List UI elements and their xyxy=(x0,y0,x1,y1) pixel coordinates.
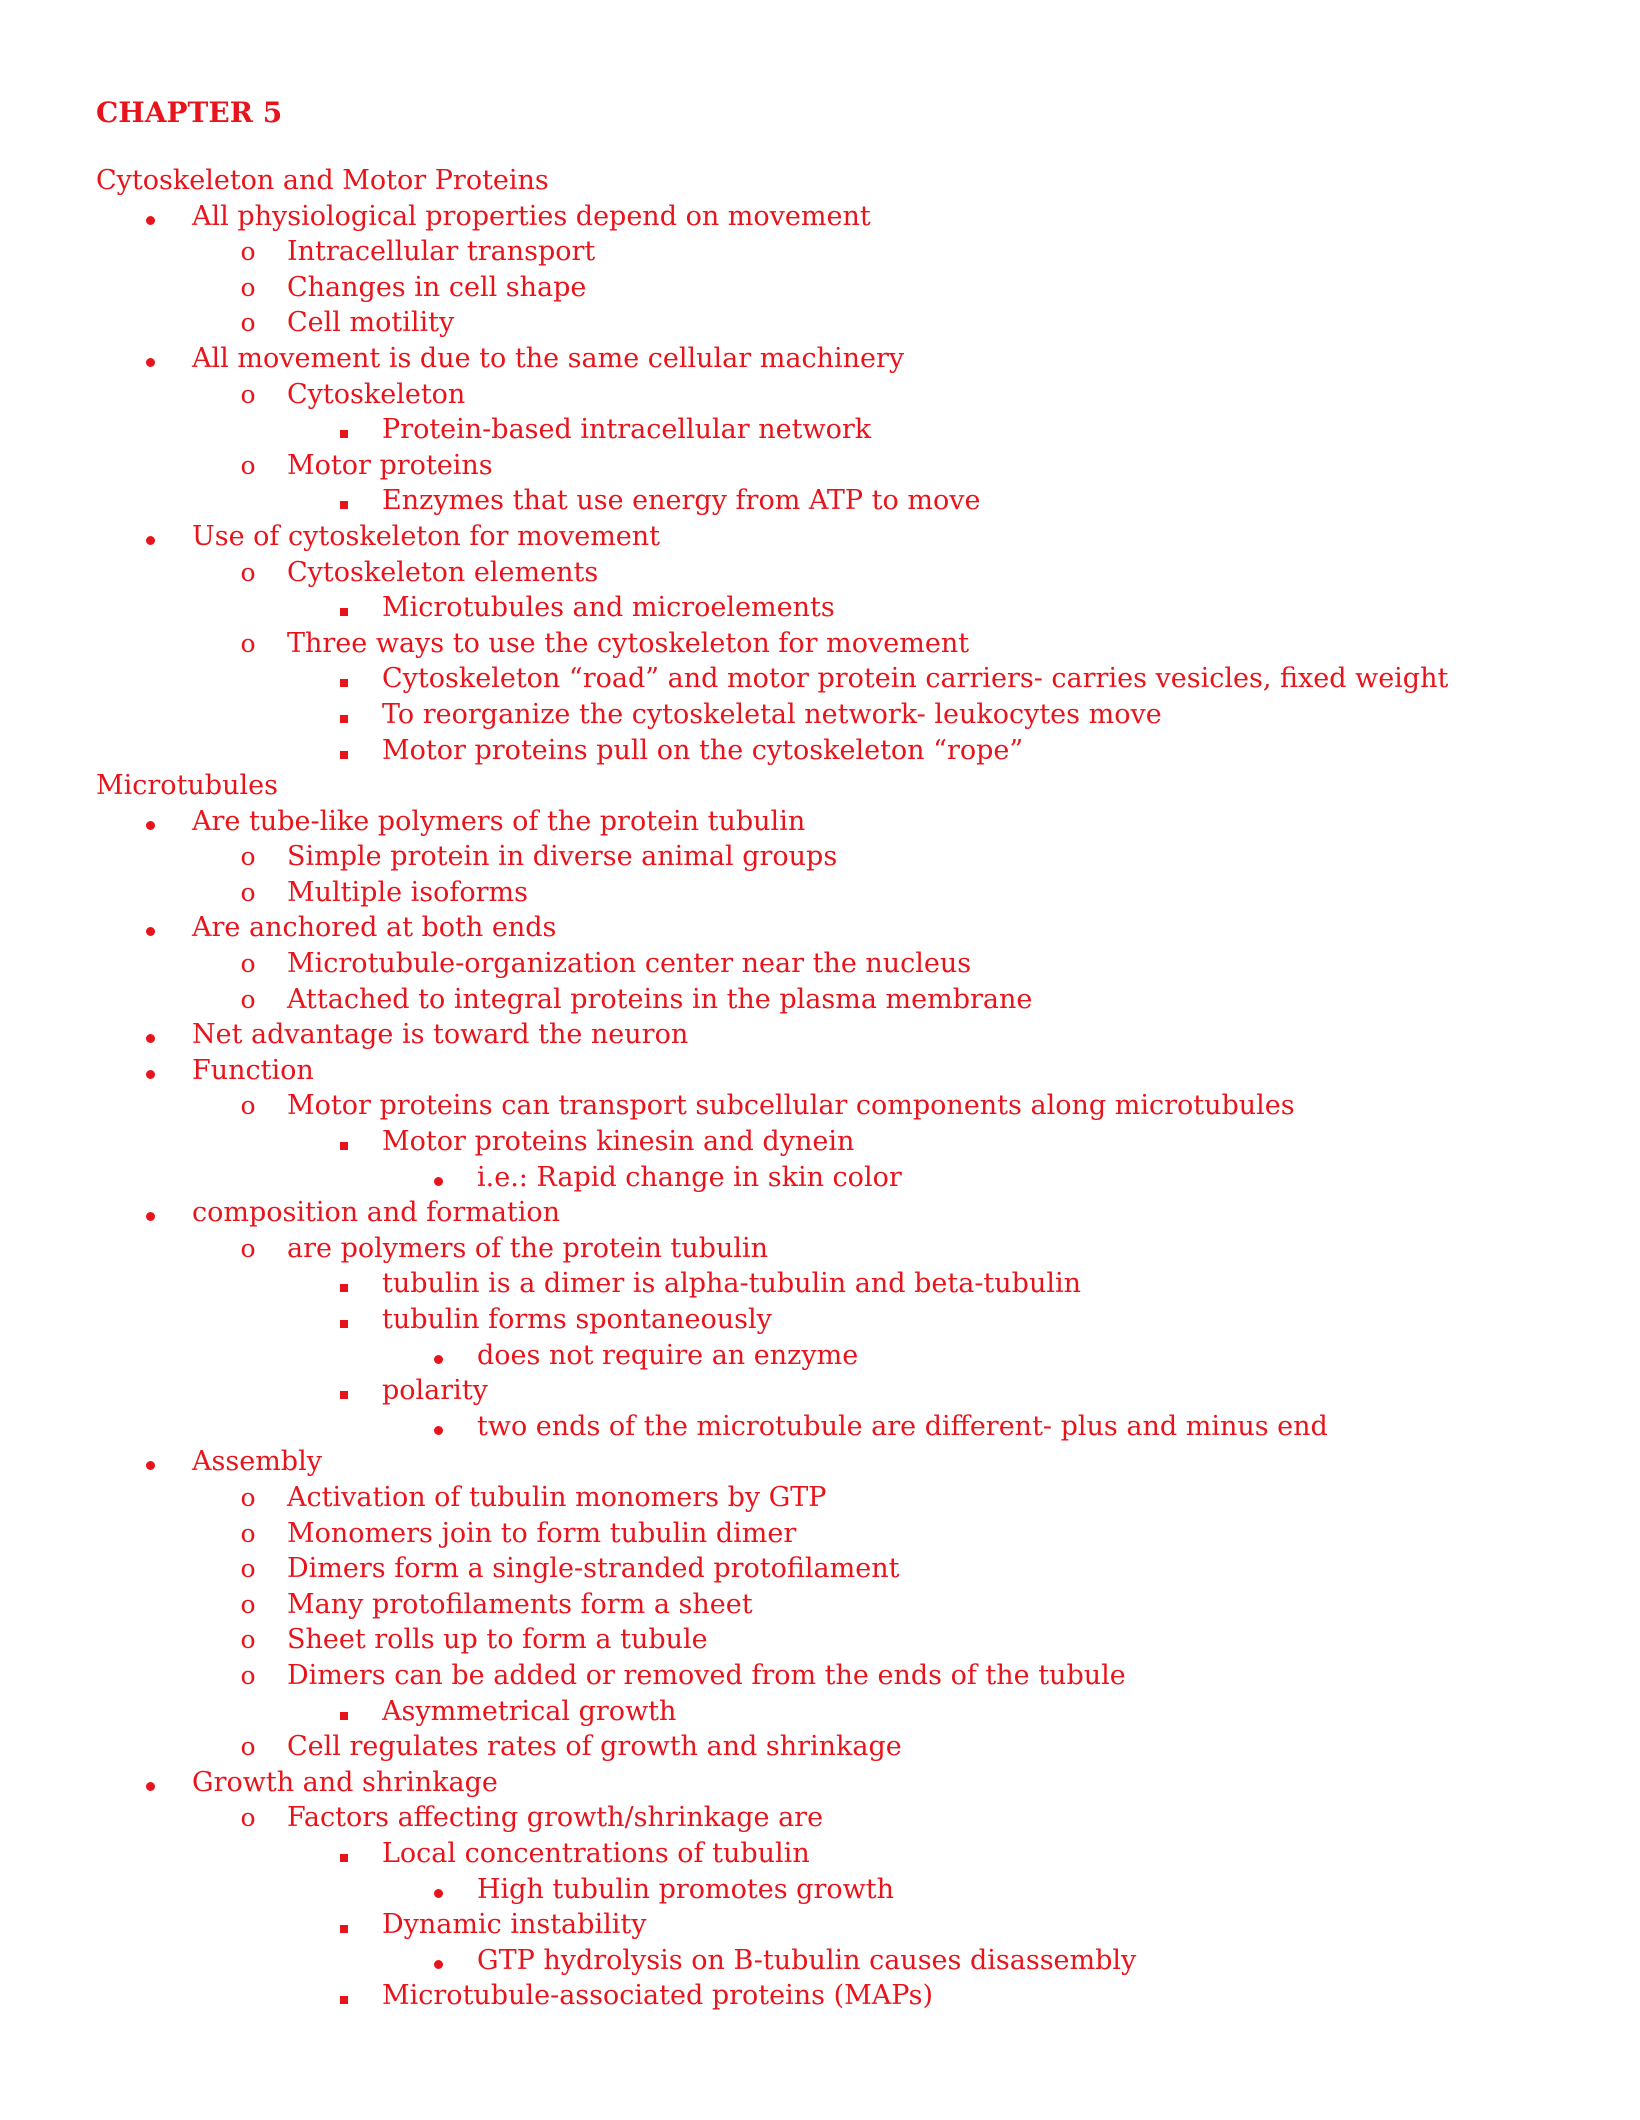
bullet-square-icon xyxy=(332,1302,356,1338)
bullet-square-icon xyxy=(332,697,356,733)
list-item xyxy=(96,1373,1576,1409)
bullet-circle-icon: o xyxy=(240,557,256,587)
list-item xyxy=(96,1444,1576,1480)
list-item-text: polarity xyxy=(382,1375,488,1407)
list-item xyxy=(96,199,1576,235)
bullet-dot-icon xyxy=(138,199,162,235)
bullet-circle-icon: o xyxy=(240,1732,256,1762)
list-item-text: Growth and shrinkage xyxy=(192,1766,498,1798)
bullet-circle-icon: o xyxy=(240,1803,256,1833)
list-item xyxy=(96,234,1576,270)
bullet-square-icon xyxy=(332,1978,356,2014)
list-item xyxy=(96,270,1576,306)
bullet-square-icon xyxy=(332,590,356,626)
bullet-dot-icon xyxy=(138,519,162,555)
list-item xyxy=(96,412,1576,448)
list-item-text: Assembly xyxy=(192,1446,322,1478)
list-item-text: Use of cytoskeleton for movement xyxy=(192,520,661,552)
list-item-text: Motor proteins pull on the cytoskeleton “rope” xyxy=(382,734,1024,766)
list-item xyxy=(96,1587,1576,1623)
list-item-text: Microtubule-associated proteins (MAPs) xyxy=(382,1980,934,2012)
bullet-circle-icon: o xyxy=(240,379,256,409)
list-item xyxy=(96,1302,1576,1338)
bullet-square-icon xyxy=(332,483,356,519)
section-heading-text: Microtubules xyxy=(96,770,278,802)
bullet-circle-icon: o xyxy=(240,1518,256,1548)
bullet-square-icon xyxy=(332,1907,356,1943)
list-item-text: To reorganize the cytoskeletal network- leukocytes move xyxy=(382,698,1162,730)
bullet-square-icon xyxy=(332,412,356,448)
list-item xyxy=(96,1800,1576,1836)
bullet-circle-icon: o xyxy=(240,1625,256,1655)
list-item-text: tubulin is a dimer is alpha-tubulin and beta-tubulin xyxy=(382,1268,1082,1300)
bullet-circle-icon: o xyxy=(240,1482,256,1512)
list-item xyxy=(96,1978,1576,2014)
list-item xyxy=(96,875,1576,911)
list-item-text: Monomers join to form tubulin dimer xyxy=(287,1517,797,1549)
bullet-circle-icon: o xyxy=(240,1233,256,1263)
list-item-text: Cytoskeleton “road” and motor protein carriers- carries vesicles, fixed weight xyxy=(382,663,1449,695)
list-item-text: Dynamic instability xyxy=(382,1909,647,1941)
bullet-dot-icon xyxy=(138,341,162,377)
bullet-dot-icon xyxy=(138,1444,162,1480)
list-item-text: Sheet rolls up to form a tubule xyxy=(287,1624,708,1656)
list-item xyxy=(96,1622,1576,1658)
list-item-text: i.e.: Rapid change in skin color xyxy=(477,1161,902,1193)
bullet-circle-icon: o xyxy=(240,272,256,302)
list-item-text: Many protofilaments form a sheet xyxy=(287,1588,753,1620)
list-item-text: Three ways to use the cytoskeleton for movement xyxy=(287,627,970,659)
bullet-square-icon xyxy=(332,1694,356,1730)
list-item-text: Microtubule-organization center near the nucleus xyxy=(287,948,972,980)
bullet-dot-icon xyxy=(138,804,162,840)
list-item-text: Dimers can be added or removed from the ends of the tubule xyxy=(287,1659,1126,1691)
bullet-circle-icon: o xyxy=(240,1091,256,1121)
section-heading-text: Cytoskeleton and Motor Proteins xyxy=(96,165,549,196)
list-item-text: All movement is due to the same cellular machinery xyxy=(192,342,905,374)
bullet-circle-icon: o xyxy=(240,1660,256,1690)
list-item xyxy=(96,839,1576,875)
list-item-text: Intracellular transport xyxy=(287,236,596,268)
bullet-circle-icon: o xyxy=(240,308,256,338)
list-item xyxy=(96,1480,1576,1516)
list-item xyxy=(96,1160,1576,1196)
bullet-circle-icon: o xyxy=(240,237,256,267)
list-item-text: Activation of tubulin monomers by GTP xyxy=(287,1481,827,1513)
list-item xyxy=(96,1872,1576,1908)
list-item xyxy=(96,1907,1576,1943)
list-item xyxy=(96,1231,1576,1267)
bullet-dot-icon xyxy=(138,910,162,946)
bullet-circle-icon: o xyxy=(240,984,256,1014)
list-item-text: Simple protein in diverse animal groups xyxy=(287,841,838,873)
list-item-text: Are tube-like polymers of the protein tubulin xyxy=(192,805,806,837)
spacer xyxy=(96,130,1576,163)
bullet-circle-icon: o xyxy=(240,877,256,907)
bullet-square-icon xyxy=(332,1124,356,1160)
list-item xyxy=(96,1409,1576,1445)
bullet-dot-icon xyxy=(426,1943,450,1979)
list-item-text: Enzymes that use energy from ATP to move xyxy=(382,485,981,517)
list-item-text: Local concentrations of tubulin xyxy=(382,1837,810,1869)
list-item-text: Cell regulates rates of growth and shrinkage xyxy=(287,1731,902,1763)
bullet-square-icon xyxy=(332,1836,356,1872)
list-item xyxy=(96,982,1576,1018)
bullet-dot-icon xyxy=(138,1053,162,1089)
list-item-text: All physiological properties depend on movement xyxy=(192,200,871,232)
bullet-dot-icon xyxy=(426,1338,450,1374)
list-item xyxy=(96,377,1576,413)
list-item-text: Cytoskeleton xyxy=(287,378,466,410)
list-item xyxy=(96,804,1576,840)
bullet-dot-icon xyxy=(138,1017,162,1053)
list-item xyxy=(96,341,1576,377)
section-heading xyxy=(96,163,1576,199)
list-item xyxy=(96,1729,1576,1765)
list-item xyxy=(96,910,1576,946)
list-item xyxy=(96,1943,1576,1979)
bullet-square-icon xyxy=(332,1373,356,1409)
list-item xyxy=(96,626,1576,662)
list-item-text: Factors affecting growth/shrinkage are xyxy=(287,1802,824,1834)
bullet-square-icon xyxy=(332,1266,356,1302)
list-item xyxy=(96,946,1576,982)
list-item-text: Motor proteins kinesin and dynein xyxy=(382,1126,855,1158)
list-item-text: tubulin forms spontaneously xyxy=(382,1304,772,1335)
list-item xyxy=(96,519,1576,555)
list-item-text: Cytoskeleton elements xyxy=(287,556,599,588)
list-item xyxy=(96,590,1576,626)
bullet-circle-icon: o xyxy=(240,1589,256,1619)
list-item xyxy=(96,1765,1576,1801)
bullet-circle-icon: o xyxy=(240,628,256,658)
list-item xyxy=(96,1338,1576,1374)
list-item-text: High tubulin promotes growth xyxy=(477,1873,894,1905)
list-item xyxy=(96,1088,1576,1124)
list-item-text: Motor proteins can transport subcellular components along microtubules xyxy=(287,1090,1295,1122)
bullet-circle-icon: o xyxy=(240,450,256,480)
list-item xyxy=(96,1551,1576,1587)
section-heading xyxy=(96,768,1576,804)
list-item xyxy=(96,555,1576,591)
list-item xyxy=(96,1694,1576,1730)
list-item-text: are polymers of the protein tubulin xyxy=(287,1232,769,1264)
list-item-text: does not require an enzyme xyxy=(477,1339,859,1371)
bullet-dot-icon xyxy=(138,1765,162,1801)
bullet-circle-icon: o xyxy=(240,842,256,872)
list-item-text: Motor proteins xyxy=(287,449,493,481)
outline-list xyxy=(96,163,1576,2014)
bullet-dot-icon xyxy=(426,1872,450,1908)
list-item xyxy=(96,1516,1576,1552)
list-item-text: Microtubules and microelements xyxy=(382,592,835,624)
list-item xyxy=(96,1195,1576,1231)
list-item xyxy=(96,733,1576,769)
bullet-square-icon xyxy=(332,733,356,769)
bullet-circle-icon: o xyxy=(240,949,256,979)
bullet-dot-icon xyxy=(426,1160,450,1196)
list-item xyxy=(96,697,1576,733)
list-item xyxy=(96,1836,1576,1872)
list-item-text: Dimers form a single-stranded protofilament xyxy=(287,1553,900,1585)
list-item-text: composition and formation xyxy=(192,1197,561,1229)
list-item xyxy=(96,661,1576,697)
list-item-text: Protein-based intracellular network xyxy=(382,414,872,446)
list-item xyxy=(96,1053,1576,1089)
list-item xyxy=(96,1124,1576,1160)
list-item xyxy=(96,1658,1576,1694)
list-item xyxy=(96,1266,1576,1302)
list-item-text: Attached to integral proteins in the plasma membrane xyxy=(287,983,1033,1015)
list-item xyxy=(96,448,1576,484)
list-item-text: Net advantage is toward the neuron xyxy=(192,1019,689,1051)
chapter-title: CHAPTER 5 xyxy=(96,96,283,129)
list-item-text: Asymmetrical growth xyxy=(382,1695,677,1727)
list-item-text: GTP hydrolysis on B-tubulin causes disassembly xyxy=(477,1944,1137,1976)
list-item-text: Are anchored at both ends xyxy=(192,912,557,944)
bullet-dot-icon xyxy=(138,1195,162,1231)
list-item xyxy=(96,483,1576,519)
list-item xyxy=(96,305,1576,341)
list-item-text: two ends of the microtubule are different- plus and minus end xyxy=(477,1410,1328,1442)
list-item-text: Function xyxy=(192,1054,314,1086)
list-item-text: Changes in cell shape xyxy=(287,271,587,303)
list-item xyxy=(96,1017,1576,1053)
document-page xyxy=(96,96,1576,2014)
list-item-text: Cell motility xyxy=(287,307,455,339)
bullet-square-icon xyxy=(332,661,356,697)
list-item-text: Multiple isoforms xyxy=(287,876,528,908)
bullet-circle-icon: o xyxy=(240,1554,256,1584)
bullet-dot-icon xyxy=(426,1409,450,1445)
